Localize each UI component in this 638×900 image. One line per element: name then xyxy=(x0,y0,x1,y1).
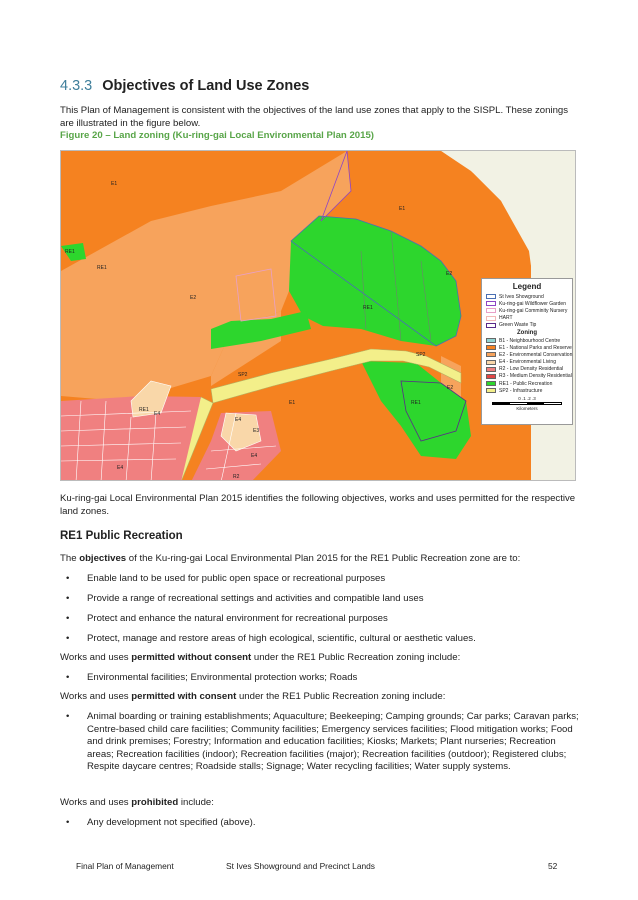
legend-item: R3 - Medium Density Residential xyxy=(486,373,568,380)
legend-item: Green Waste Tip xyxy=(486,322,568,329)
objectives-list xyxy=(60,573,580,646)
map-label-re1-b: RE1 xyxy=(411,400,421,406)
legend-item: B1 - Neighbourhood Centre xyxy=(486,337,568,344)
legend-item: E1 - National Parks and Reserve xyxy=(486,344,568,351)
map-label-re1-d: RE1 xyxy=(97,265,107,271)
list-item: • Environmental facilities; Environmental protection works; Roads xyxy=(60,672,580,685)
map-label-r2: R2 xyxy=(233,474,240,480)
list-item: • Protect, manage and restore areas of high ecological, scientific, cultural or aesthetic values. xyxy=(60,633,580,646)
section-number: 4.3.3 xyxy=(60,78,93,94)
footer-left: Final Plan of Management xyxy=(76,861,174,871)
list-item: • Enable land to be used for public open space or recreational purposes xyxy=(60,573,580,586)
map-label-e1-c: E1 xyxy=(289,400,296,406)
page-number: 52 xyxy=(548,861,558,871)
legend-item: R2 - Low Density Residential xyxy=(486,366,568,373)
map-label-e4-a: E4 xyxy=(154,411,161,417)
without-consent-list xyxy=(60,672,580,685)
legend-item: RE1 - Public Recreation xyxy=(486,380,568,387)
intro-paragraph: This Plan of Management is consistent with the objectives of the land use zones that apply to the SISPL. These zonings are illustrated in the figure below. xyxy=(60,105,569,129)
map-label-e2-b: E2 xyxy=(446,271,453,277)
objectives-intro: The objectives of the Ku-ring-gai Local Environmental Plan 2015 for the RE1 Public Recreation zone are to: xyxy=(60,553,521,564)
list-item: • Provide a range of recreational settings and activities and compatible land uses xyxy=(60,593,580,606)
legend-zoning-title: Zoning xyxy=(517,329,537,336)
scale-bar: 0 .1 .2 .3 Kilometers xyxy=(486,396,568,411)
list-item: • Animal boarding or training establishments; Aquaculture; Beekeeping; Camping grounds; Car parks; Caravan parks; Centre-based child care facilities; Community facilities; Emergency services facilities; Flood mitigation works; Food and drink premises; Forestry; Information and education facilities; Kiosks; Markets; Plant nurseries; Recreation areas; Recreation facilities (indoor); Recreation facilities (major); Recreation facilities (outdoor); Registered clubs; Respite daycare centres; Roadside stalls; Signage; Water recycling facilities; Water supply systems. xyxy=(60,711,580,774)
section-title: Objectives of Land Use Zones xyxy=(102,78,310,94)
without-consent-intro: Works and uses permitted without consent under the RE1 Public Recreation zoning include: xyxy=(60,652,461,663)
legend-item: St Ives Showground xyxy=(486,293,568,300)
figure-caption: Figure 20 – Land zoning (Ku-ring-gai Local Environmental Plan 2015) xyxy=(60,130,374,141)
map-label-re1-e: RE1 xyxy=(139,407,149,413)
map-label-e2-c: E2 xyxy=(447,385,454,391)
legend-item: Ku-ring-gai Wildflower Garden xyxy=(486,300,568,307)
map-label-e4-d: E4 xyxy=(117,465,124,471)
prohibited-intro: Works and uses prohibited include: xyxy=(60,797,214,808)
zoning-map xyxy=(60,150,576,481)
list-item: • Protect and enhance the natural environment for recreational purposes xyxy=(60,613,580,626)
map-label-sp2-b: SP2 xyxy=(416,352,426,358)
footer-center: St Ives Showground and Precinct Lands xyxy=(226,861,375,871)
with-consent-list xyxy=(60,711,580,774)
lep-paragraph: Ku-ring-gai Local Environmental Plan 2015 identifies the following objectives, works and uses permitted for the respective land zones. xyxy=(60,493,576,517)
legend-title: Legend xyxy=(512,282,542,291)
legend-item: Ku-ring-gai Comminity Nursery xyxy=(486,307,568,314)
legend-item: SP2 - Infrastructure xyxy=(486,387,568,394)
list-item: • Any development not specified (above). xyxy=(60,817,580,830)
legend-item: HART xyxy=(486,315,568,322)
map-label-re1-a: RE1 xyxy=(363,305,373,311)
map-label-e2-a: E2 xyxy=(190,295,197,301)
map-label-e1-b: E1 xyxy=(399,206,406,212)
legend-item: E4 - Environmental Living xyxy=(486,359,568,366)
section-heading xyxy=(60,78,309,94)
map-label-e4-b: E4 xyxy=(235,417,242,423)
with-consent-intro: Works and uses permitted with consent under the RE1 Public Recreation zoning include: xyxy=(60,691,446,702)
re1-heading: RE1 Public Recreation xyxy=(60,530,183,542)
prohibited-list xyxy=(60,817,580,830)
legend-item: E2 - Environmental Conservation xyxy=(486,351,568,358)
map-label-sp2-a: SP2 xyxy=(238,372,248,378)
map-label-re1-c: RE1 xyxy=(65,249,75,255)
map-label-e3: E3 xyxy=(253,428,260,434)
map-label-e4-c: E4 xyxy=(251,453,258,459)
map-legend xyxy=(481,278,573,425)
map-label-e1-a: E1 xyxy=(111,181,118,187)
